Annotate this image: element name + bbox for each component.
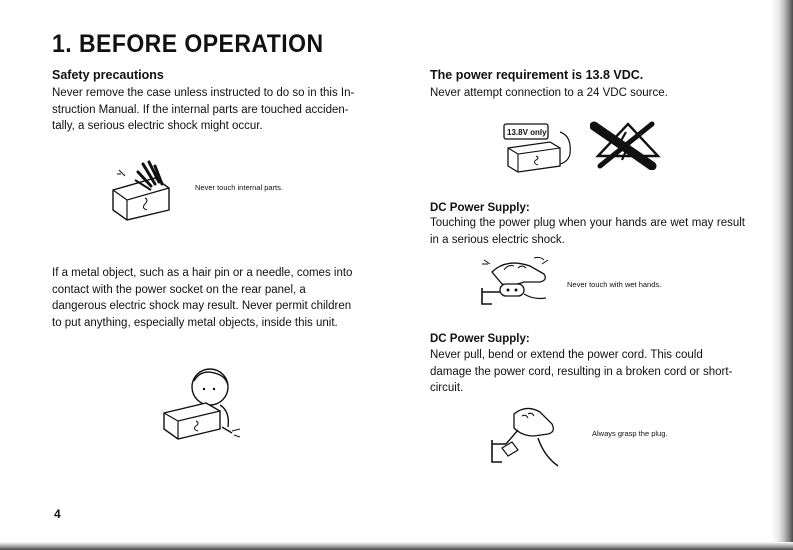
grasp-plug-illustration — [488, 404, 568, 470]
power-heading: The power requirement is 13.8 VDC. — [430, 68, 644, 82]
dc-supply-text-2: Never pull, bend or extend the power cord. This could damage the power cord, resulting in a broken cord or short- circuit. — [430, 349, 733, 394]
power-text: Never attempt connection to a 24 VDC source. — [430, 87, 668, 99]
metal-object-text: If a metal object, such as a hair pin or a needle, comes into contact with the power socket on the rear panel, a dangerous electric shock may result. Never permit children to put anything, especially metal objects, inside this unit. — [52, 267, 353, 329]
safety-text: Never remove the case unless instructed to do so in this In- struction Manual. If the internal parts are touched acciden- tally, a serious electric shock might occur. — [52, 87, 355, 132]
13-8v-badge: 13.8V only — [507, 128, 547, 137]
dc-supply-caption-1: Never touch with wet hands. — [567, 280, 662, 289]
dc-supply-heading-1: DC Power Supply: — [430, 202, 530, 214]
no-24v-illustration — [590, 118, 665, 170]
page-number: 4 — [54, 507, 61, 521]
power-13-8v-illustration — [500, 118, 580, 178]
internal-parts-illustration — [105, 160, 185, 222]
scan-shadow-right — [771, 0, 793, 550]
page-title: 1. BEFORE OPERATION — [52, 30, 324, 58]
scan-shadow-bottom — [0, 542, 793, 550]
safety-caption: Never touch internal parts. — [195, 183, 283, 192]
dc-supply-text-1: Touching the power plug when your hands are wet may result in a serious electric shock. — [430, 217, 745, 246]
wet-hands-illustration — [478, 254, 558, 312]
dc-supply-heading-2: DC Power Supply: — [430, 333, 530, 345]
dc-supply-caption-2: Always grasp the plug. — [592, 429, 668, 438]
child-illustration — [160, 365, 250, 445]
safety-heading: Safety precautions — [52, 68, 164, 82]
